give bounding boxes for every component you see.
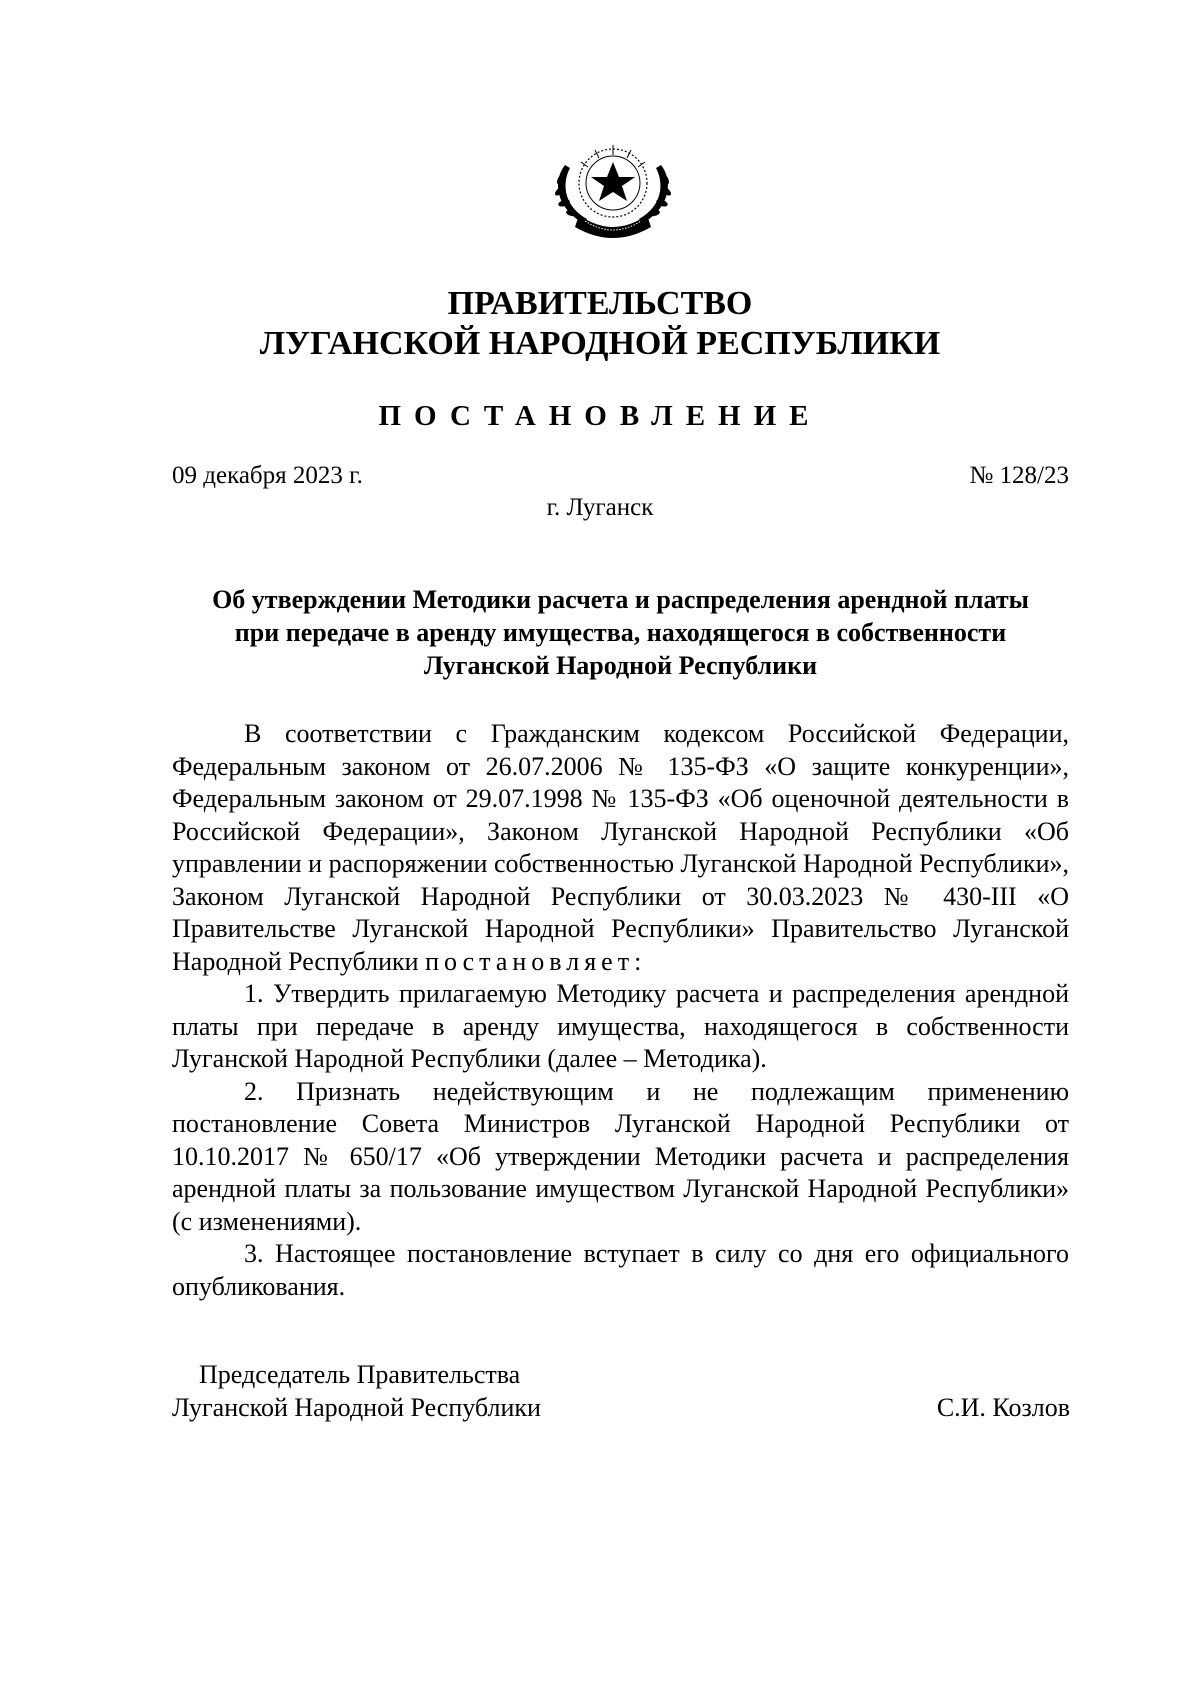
document-title-line2: при передаче в аренду имущества, находящегося в собственности	[234, 618, 1007, 647]
document-title-line1: Об утверждении Методики расчета и распределения арендной платы	[212, 585, 1029, 614]
signatory-name: С.И. Козлов	[936, 1393, 1070, 1422]
resolution-item-2: 2. Признать недействующим и не подлежащим применению постановление Совета Министров Луганской Народной Республики от 10.10.2017 № 650/17 «Об утверждении Методики расчета и распределения арендной платы за пользование имуществом Луганской Народной Республики» (с изменениями).	[172, 1076, 1069, 1236]
document-title-line3: Луганской Народной Республики	[423, 651, 818, 680]
document-city: г. Луганск	[546, 494, 654, 521]
document-date: 09 декабря 2023 г.	[172, 462, 363, 489]
signatory-position-line2: Луганской Народной Республики	[172, 1393, 541, 1422]
document-type: ПОСТАНОВЛЕНИЕ	[378, 400, 822, 432]
signatory-position	[172, 1358, 541, 1424]
lnr-coat-of-arms-icon	[543, 135, 683, 247]
preamble-text: В соответствии с Гражданским кодексом Российской Федерации, Федеральным законом от 26.07.2006 № 135-ФЗ «О защите конкуренции», Федеральным законом от 29.07.1998 № 135-ФЗ «Об оценочной деятельности в Российской Федерации», Законом Луганской Народной Республики «Об управлении и распоряжении собственностью Луганской Народной Республики», Законом Луганской Народной Республики от 30.03.2023 № 430-III «О Правительстве Луганской Народной Республики» Правительство Луганской Народной Республики	[172, 719, 1069, 976]
document-header-line2: ЛУГАНСКОЙ НАРОДНОЙ РЕСПУБЛИКИ	[259, 325, 941, 362]
resolves-word: постановляет:	[425, 946, 647, 976]
document-title	[172, 583, 1069, 682]
document-header-line1: ПРАВИТЕЛЬСТВО	[447, 285, 753, 322]
document-body	[172, 718, 1069, 1303]
resolution-item-1: 1. Утвердить прилагаемую Методику расчета и распределения арендной платы при передаче в аренду имущества, находящегося в собственности Луганской Народной Республики (далее – Методика).	[172, 979, 1069, 1073]
signatory-position-line1: Председатель Правительства	[199, 1360, 521, 1389]
resolution-item-3: 3. Настоящее постановление вступает в силу со дня его официального опубликования.	[172, 1239, 1069, 1301]
document-number: № 128/23	[969, 462, 1069, 489]
preamble-paragraph	[172, 718, 1069, 978]
